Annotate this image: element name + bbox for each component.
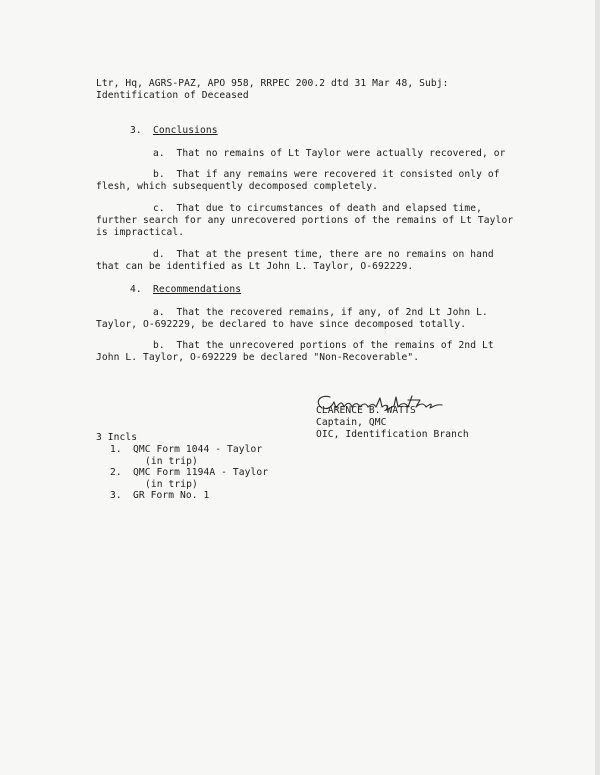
inclosure-3-text: GR Form No. 1 [133, 490, 210, 501]
inclosure-3-number: 3. [110, 490, 122, 501]
recommendation-b-line2: John L. Taylor, O-692229 be declared "Non-Recoverable". [96, 352, 420, 363]
conclusion-c-line1: c. That due to circumstances of death and elapsed time, [153, 203, 483, 214]
conclusions-number: 3. [130, 125, 142, 136]
scan-edge [595, 0, 600, 775]
recommendation-a-line1: a. That the recovered remains, if any, of 2nd Lt John L. [153, 307, 488, 318]
conclusion-a: a. That no remains of Lt Taylor were actually recovered, or [153, 148, 506, 159]
conclusion-b-line1: b. That if any remains were recovered it consisted only of [153, 169, 500, 180]
inclosure-2-note: (in trip) [145, 479, 198, 490]
recommendation-a-line2: Taylor, O-692229, be declared to have since decomposed totally. [96, 319, 467, 330]
inclosure-1-text: QMC Form 1044 - Taylor [133, 444, 263, 455]
signatory-title: OIC, Identification Branch [316, 429, 469, 440]
inclosure-2-number: 2. [110, 467, 122, 478]
inclosure-1-number: 1. [110, 444, 122, 455]
recommendation-b-line1: b. That the unrecovered portions of the remains of 2nd Lt [153, 340, 494, 351]
recommendations-heading: Recommendations [153, 284, 242, 295]
signatory-rank: Captain, QMC [316, 417, 387, 428]
inclosures-heading: 3 Incls [96, 432, 138, 443]
reference-line: Ltr, Hq, AGRS-PAZ, APO 958, RRPEC 200.2 dtd 31 Mar 48, Subj: [96, 78, 449, 89]
inclosure-2-text: QMC Form 1194A - Taylor [133, 467, 269, 478]
conclusion-c-line2: further search for any unrecovered portions of the remains of Lt Taylor [96, 215, 514, 226]
signatory-name: CLARENCE B. WATTS [316, 405, 416, 416]
inclosure-1-note: (in trip) [145, 456, 198, 467]
recommendations-number: 4. [130, 284, 142, 295]
conclusion-d-line2: that can be identified as Lt John L. Taylor, O-692229. [96, 261, 414, 272]
subject-line: Identification of Deceased [96, 90, 249, 101]
conclusion-d-line1: d. That at the present time, there are no remains on hand [153, 249, 494, 260]
conclusion-c-line3: is impractical. [96, 227, 185, 238]
conclusions-heading: Conclusions [153, 125, 218, 136]
conclusion-b-line2: flesh, which subsequently decomposed completely. [96, 181, 379, 192]
